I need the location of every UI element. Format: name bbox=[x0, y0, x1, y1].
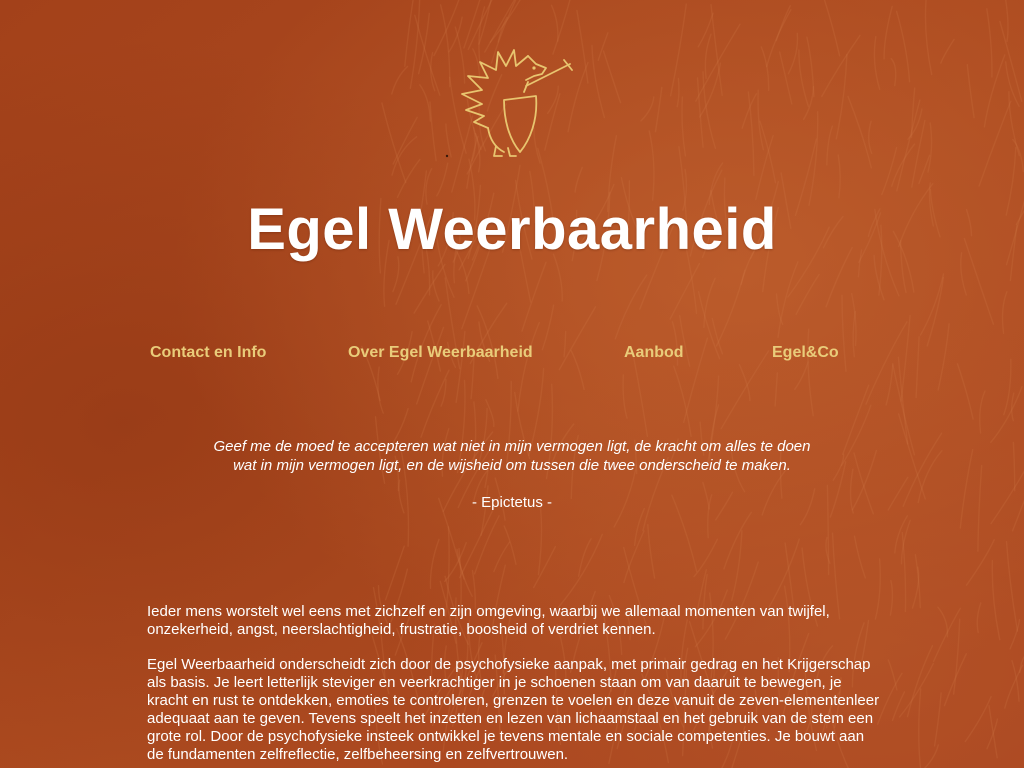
site-title: Egel Weerbaarheid bbox=[247, 197, 777, 262]
nav-item-egel-co[interactable]: Egel&Co bbox=[772, 344, 839, 361]
nav-item-over-egel-weerbaarheid[interactable]: Over Egel Weerbaarheid bbox=[348, 344, 533, 361]
nav-item-aanbod[interactable]: Aanbod bbox=[624, 344, 684, 361]
nav-item-contact-en-info[interactable]: Contact en Info bbox=[150, 344, 267, 361]
quote-author: - Epictetus - bbox=[471, 494, 553, 511]
intro-paragraph: Ieder mens worstelt wel eens met zichzelf en zijn omgeving, waarbij we allemaal momenten van twijfel, onzekerheid, angst, neerslachtigheid, frustratie, boosheid of verdriet kennen. bbox=[147, 603, 830, 638]
approach-paragraph: Egel Weerbaarheid onderscheidt zich door de psychofysieke aanpak, met primair gedrag en het Krijgerschap als basis. Je leert letterlijk steviger en veerkrachtiger in je schoenen staan om van daaruit te bewegen, je kracht en rust te ontdekken, emoties te controleren, grenzen te voelen en deze vanuit de zeven-elementenleer adequaat aan te geven. Tevens speelt het inzetten en lezen van lichaamstaal en het gebruik van de stem een grote rol. Door de psychofysieke insteek ontwikkel je tevens mentale en sociale competenties. Je bouwt aan de fundamenten zelfreflectie, zelfbeheersing en zelfvertrouwen. bbox=[147, 656, 880, 763]
hedgehog-knight-icon bbox=[444, 30, 576, 162]
quote-line-1: Geef me de moed te accepteren wat niet in mijn vermogen ligt, de kracht om alles te doen bbox=[213, 438, 811, 455]
quote bbox=[162, 437, 862, 475]
quote-line-2: wat in mijn vermogen ligt, en de wijsheid om tussen die twee onderscheid te maken. bbox=[233, 457, 791, 474]
